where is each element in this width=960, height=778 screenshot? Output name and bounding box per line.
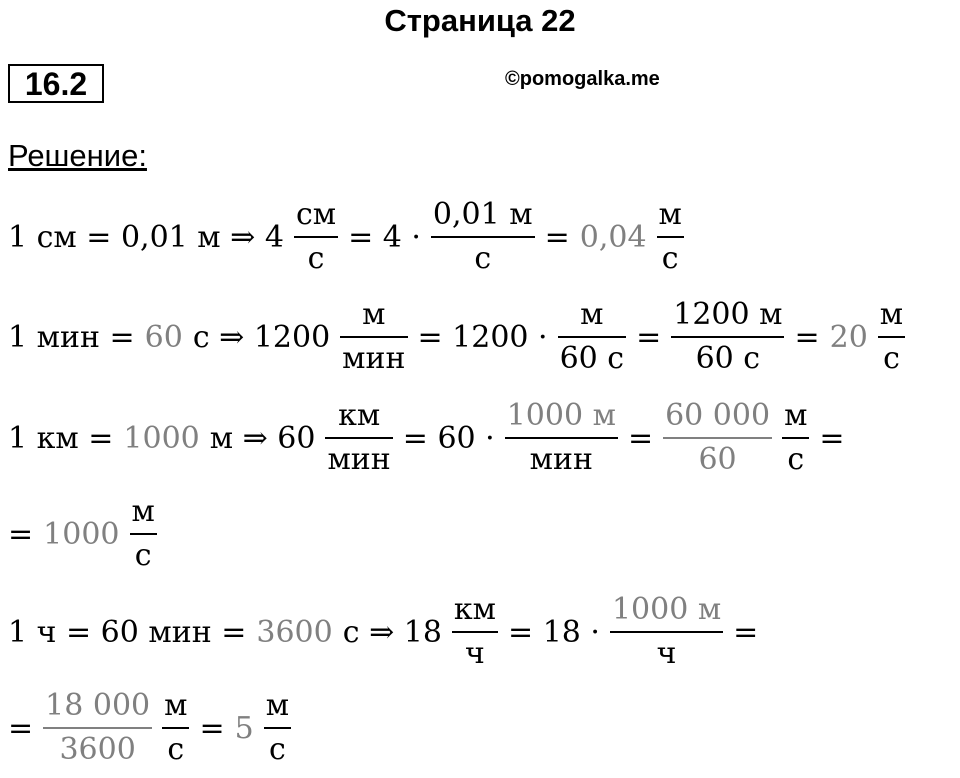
- denominator: с: [474, 241, 492, 276]
- fraction-bar: [878, 336, 905, 338]
- result-value: 60: [144, 319, 183, 355]
- fraction-bar: [43, 727, 152, 729]
- fraction: [878, 298, 905, 376]
- expr-text: =: [544, 219, 570, 255]
- fraction-bar: [162, 727, 189, 729]
- denominator: 60: [698, 442, 737, 477]
- fraction: [264, 689, 291, 767]
- fraction: [505, 399, 618, 477]
- expr-text: с ⇒ 18: [342, 614, 442, 650]
- denominator: 60 с: [695, 341, 761, 376]
- numerator: 60 000: [665, 398, 771, 433]
- numerator: км: [338, 398, 381, 433]
- result-value: 3600: [256, 614, 333, 650]
- fraction-bar: [452, 631, 498, 633]
- numerator: м: [362, 297, 386, 332]
- denominator: мин: [342, 341, 406, 376]
- fraction: [162, 689, 189, 767]
- expr-text: м ⇒ 60: [209, 420, 316, 456]
- fraction: [782, 399, 809, 477]
- denominator: мин: [327, 442, 391, 477]
- fraction: [340, 298, 407, 376]
- fraction-bar: [325, 437, 392, 439]
- fraction: [294, 198, 338, 276]
- expr-text: =: [819, 420, 845, 456]
- expr-text: =: [8, 516, 34, 552]
- expr-text: =: [794, 319, 820, 355]
- fraction: [671, 298, 784, 376]
- expr-text: 1 ч = 60 мин =: [8, 614, 247, 650]
- result-value: 5: [234, 710, 254, 746]
- expr-text: 1 км =: [8, 420, 114, 456]
- expr-text: 1 см = 0,01 м ⇒ 4: [8, 219, 284, 255]
- denominator: ч: [465, 636, 485, 671]
- numerator: 1000 м: [506, 398, 616, 433]
- equation-line-1: [8, 187, 689, 287]
- fraction-bar: [130, 533, 157, 535]
- denominator: с: [661, 241, 679, 276]
- denominator: мин: [529, 442, 593, 477]
- fraction: [43, 689, 152, 767]
- expr-text: с ⇒ 1200: [192, 319, 331, 355]
- fraction: [657, 198, 684, 276]
- result-value: 1000: [43, 516, 120, 552]
- expr-text: = 60 ·: [402, 420, 495, 456]
- expr-text: = 18 ·: [508, 614, 600, 650]
- equation-line-4: [8, 484, 162, 584]
- fraction-bar: [294, 236, 338, 238]
- fraction-bar: [340, 336, 407, 338]
- fraction-bar: [671, 336, 784, 338]
- numerator: м: [131, 494, 155, 529]
- denominator: ч: [656, 636, 677, 671]
- numerator: м: [580, 297, 604, 332]
- numerator: 0,01 м: [432, 197, 533, 232]
- equation-line-6: [8, 678, 296, 778]
- fraction-bar: [610, 631, 723, 633]
- task-number: 16.2: [8, 64, 104, 103]
- denominator: с: [134, 538, 152, 573]
- equation-line-2: [8, 287, 910, 387]
- denominator: с: [268, 732, 286, 767]
- numerator: 1000 м: [611, 592, 722, 627]
- fraction-bar: [782, 437, 809, 439]
- expr-text: =: [733, 614, 759, 650]
- numerator: 1200 м: [673, 297, 783, 332]
- result-value: 1000: [123, 420, 200, 456]
- fraction-bar: [657, 236, 684, 238]
- fraction-bar: [505, 437, 618, 439]
- equation-line-5: [8, 582, 763, 682]
- expr-text: =: [636, 319, 662, 355]
- denominator: с: [307, 241, 325, 276]
- expr-text: = 4 ·: [348, 219, 421, 255]
- fraction: [452, 593, 498, 671]
- numerator: м: [658, 197, 682, 232]
- fraction-bar: [663, 437, 772, 439]
- page-title: Страница 22: [384, 3, 576, 38]
- equation-line-3: [8, 388, 850, 488]
- numerator: м: [164, 688, 188, 723]
- denominator: с: [787, 442, 805, 477]
- fraction-bar: [264, 727, 291, 729]
- fraction-bar: [431, 236, 535, 238]
- expr-text: 1 мин =: [8, 319, 135, 355]
- fraction: [130, 495, 157, 573]
- numerator: м: [784, 398, 808, 433]
- numerator: м: [265, 688, 290, 723]
- numerator: м: [879, 297, 904, 332]
- expr-text: =: [8, 710, 34, 746]
- fraction: [610, 593, 723, 671]
- denominator: 3600: [59, 732, 136, 767]
- denominator: 60 с: [559, 341, 625, 376]
- expr-text: = 1200 ·: [417, 319, 548, 355]
- expr-text: =: [627, 420, 654, 456]
- fraction: [558, 298, 627, 376]
- numerator: км: [453, 592, 497, 627]
- fraction: [431, 198, 535, 276]
- denominator: с: [167, 732, 185, 767]
- fraction: [663, 399, 772, 477]
- fraction: [325, 399, 392, 477]
- result-value: 20: [829, 319, 868, 355]
- numerator: 18 000: [45, 688, 151, 723]
- result-value: 0,04: [579, 219, 647, 255]
- fraction-bar: [558, 336, 627, 338]
- denominator: с: [883, 341, 900, 376]
- numerator: см: [295, 197, 337, 232]
- watermark: ©pomogalka.me: [505, 68, 660, 90]
- expr-text: =: [199, 710, 225, 746]
- solution-label: Решение:: [8, 138, 147, 173]
